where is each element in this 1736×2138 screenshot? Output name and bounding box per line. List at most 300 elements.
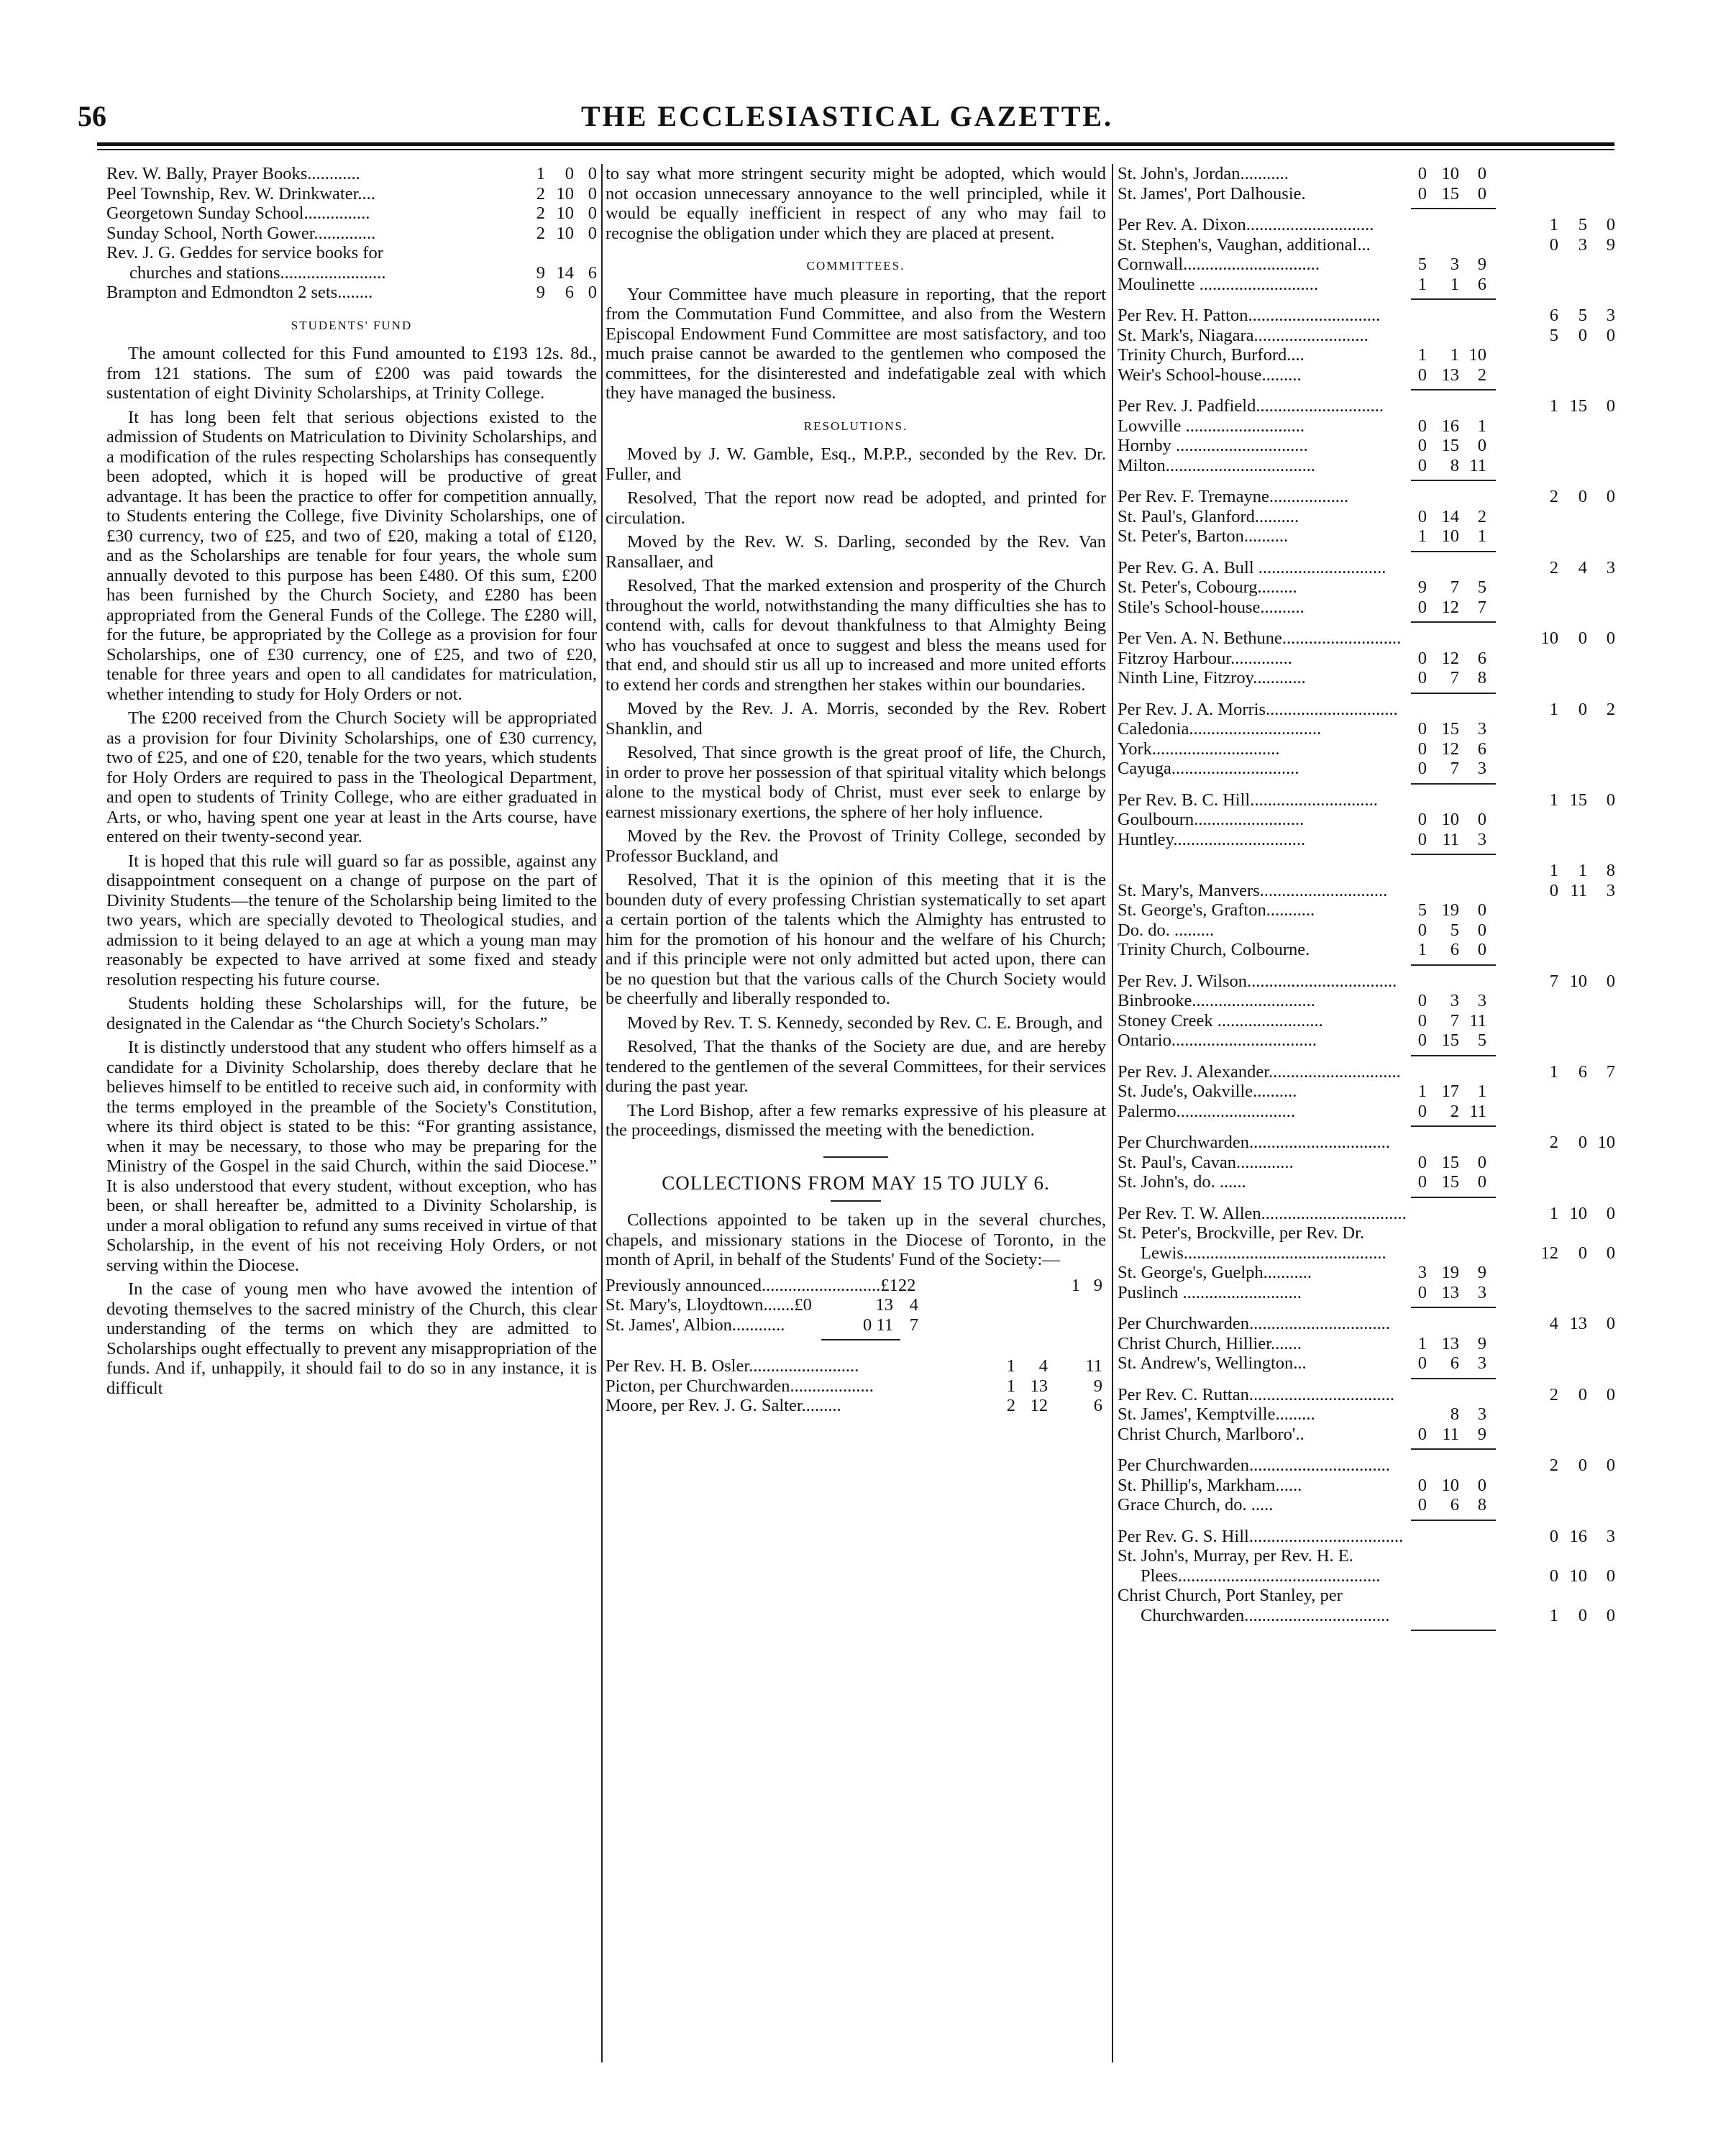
collection-label: Binbrooke............................: [1118, 991, 1315, 1010]
amount-pounds: 1: [1417, 526, 1427, 546]
paragraph: It has long been felt that serious objections existed to the admission of Students on Matriculation to Divinity Scholarships, and a modification of the rules respecting Scholarships has consequently been adopted, which it is hoped will be productive of great advantage. It has been the practice to offer for competition annually, to Students entering the College, five Divinity Scholarships, one of £30 currency, two of £25, and two of £20, making a total of £120, and as the Scholarships are tenable for four years, the whole sum annually devoted to this purpose has been £480. Of this sum, £200 has been furnished by the Church Society, and £280 has been appropriated from the General Funds of the College. The £280 will, for the future, be appropriated by the College as a provision for four Scholarships, one of £30 currency, one of £25, and two of £20, tenable for three years and open to all candidates for matriculation, whether intending to study for Holy Orders or not.: [106, 407, 597, 704]
total-pounds: 10: [1540, 629, 1558, 648]
total-pounds: 4: [1549, 1314, 1558, 1333]
amount-pounds: 0: [1417, 436, 1427, 455]
collection-label: Moore, per Rev. J. G. Salter.........: [606, 1396, 841, 1415]
total-pence: 0: [1606, 1456, 1615, 1475]
collection-label: St. Mark's, Niagara..........................: [1118, 325, 1369, 345]
collection-group: [1118, 215, 1621, 300]
group-total-row: [1118, 700, 1621, 720]
total-shillings: 0: [1578, 487, 1587, 506]
amount-shillings: 8: [1450, 1404, 1459, 1424]
amount-pence: 0: [1477, 810, 1486, 829]
subtotal-rule: [1411, 1197, 1496, 1198]
collection-group: [1118, 1314, 1621, 1379]
amount-shillings: 19: [1441, 1263, 1459, 1282]
collection-group: [1118, 164, 1621, 209]
amount-pence: 3: [1477, 1353, 1486, 1373]
total-shillings: 3: [1578, 234, 1587, 255]
collection-group: [1118, 1456, 1621, 1521]
amount-shillings: 10: [1441, 810, 1459, 829]
amount-pence: 1: [1477, 526, 1486, 546]
amount-pounds: 0: [1417, 648, 1427, 668]
amount-pounds: 1: [1417, 345, 1427, 365]
amount-shillings: 6: [1450, 1495, 1459, 1515]
amount-shillings: 0 11: [863, 1315, 893, 1335]
amount-pounds: 0: [1417, 416, 1427, 436]
amount-pounds: 2: [536, 204, 545, 223]
amount-shillings: 12: [1441, 739, 1459, 759]
amount-pounds: 9: [1417, 577, 1427, 597]
amount-pounds: 1: [1006, 1376, 1015, 1396]
collection-row: [1118, 577, 1621, 598]
subtotal-rule: [1411, 208, 1496, 209]
collection-label: Christ Church, Marlboro'..: [1118, 1424, 1305, 1444]
section-heading-committees: COMMITTEES.: [806, 259, 905, 273]
subtotal-rule: [1411, 1055, 1496, 1056]
total-shillings: 13: [1569, 1314, 1587, 1333]
collection-row: [1118, 1586, 1621, 1606]
collection-group: [1118, 1527, 1621, 1632]
subtotal-rule: [821, 1339, 900, 1340]
collections-intro: Collections appointed to be taken up in the several churches, chapels, and missionary stations in the Diocese of Toronto, in the month of April, in behalf of the Students' Fund of the Society:—: [606, 1210, 1106, 1269]
amount-pounds: 0: [1417, 920, 1427, 940]
resolution-paragraph: Resolved, That since growth is the great proof of life, the Church, in order to prove her possession of that spiritual vitality which belongs alone to the mystical body of Christ, must ever seek to enlarge by earnest missionary exertions, the sphere of her holy influence.: [606, 743, 1106, 822]
collection-row: [1118, 526, 1621, 547]
amount-shillings: 15: [1441, 436, 1459, 455]
total-pounds: 1: [1549, 1605, 1558, 1625]
amount-shillings: 14: [556, 262, 574, 283]
previously-announced-row: Previously announced...........................£122 1 9: [606, 1275, 1102, 1295]
total-shillings: 0: [1578, 629, 1587, 648]
amount-shillings: 15: [1441, 183, 1459, 204]
subtotal-rule: [1411, 1520, 1496, 1521]
amount-shillings: 7: [1450, 577, 1459, 597]
amount-pounds: 2: [536, 183, 545, 204]
collection-label: Churchwarden.................................: [1141, 1605, 1390, 1625]
total-shillings: 0: [1578, 699, 1587, 719]
group-label: Per Ven. A. N. Bethune...........................: [1118, 629, 1402, 648]
collection-row: [1118, 1606, 1621, 1626]
collection-label: St. John's, Murray, per Rev. H. E.: [1118, 1546, 1353, 1566]
resolution-paragraph: Resolved, That the marked extension and prosperity of the Church throughout the world, notwithstanding the many difficulties she has to contend with, calls for devout thankfulness to that Almighty Being who has vouchsafed at once to suggest and bless the means used for that end, and should stir us all up to increased and more united efforts to extend her cords and strengthen her stakes within our boundaries.: [606, 576, 1106, 695]
amount-pounds: 0: [1417, 1172, 1427, 1192]
header-rule-thin: [97, 149, 1614, 150]
subtotal-rule: [1411, 854, 1496, 855]
collection-row: [1118, 940, 1621, 960]
amount-pence: 0: [588, 183, 597, 204]
page-header: [78, 99, 1617, 142]
subtotal-rule: [1411, 964, 1496, 966]
total-pounds: 5: [1549, 325, 1558, 345]
collection-label: St. James', Port Dalhousie.: [1118, 183, 1306, 204]
collection-row: [1118, 1566, 1621, 1586]
group-label: Per Rev. T. W. Allen.................................: [1118, 1203, 1407, 1223]
collection-label: Caledonia..............................: [1118, 719, 1322, 739]
section-heading-resolutions: RESOLUTIONS.: [803, 419, 908, 433]
collection-label: Trinity Church, Burford....: [1118, 345, 1305, 365]
collection-row: [1118, 1263, 1621, 1283]
group-label: Per Rev. J. Padfield.............................: [1118, 396, 1384, 416]
amount-shillings: 10: [556, 183, 574, 204]
collection-label: Lowville ...........................: [1118, 416, 1305, 436]
collection-row: [1118, 456, 1621, 476]
collection-label: Huntley..............................: [1118, 829, 1306, 849]
group-label: Per Rev. H. Patton..............................: [1118, 306, 1381, 325]
collection-label: Moulinette ...........................: [1118, 274, 1319, 294]
total-pence: 0: [1606, 1384, 1615, 1404]
total-pence: 8: [1606, 861, 1615, 880]
collection-label: Per Rev. H. B. Osler.........................: [606, 1356, 859, 1376]
total-pence: 0: [1606, 1605, 1615, 1625]
collection-row: [1118, 345, 1621, 365]
group-label: Per Rev. G. A. Bull .............................: [1118, 557, 1386, 577]
total-shillings: 15: [1569, 790, 1587, 810]
collection-row: [1118, 668, 1621, 688]
donation-row: [106, 204, 597, 224]
donation-label: Peel Township, Rev. W. Drinkwater....: [106, 183, 375, 204]
amount-shillings: 6: [1450, 940, 1459, 959]
collection-group: [1118, 700, 1621, 785]
collection-label: St. Paul's, Cavan.............: [1118, 1152, 1294, 1172]
group-label: Per Rev. J. A. Morris..............................: [1118, 699, 1398, 719]
donation-row: [106, 224, 597, 244]
column-divider: [1112, 164, 1113, 2062]
collection-row: [1118, 326, 1621, 346]
collection-group: [1118, 790, 1621, 856]
collection-row: [1118, 1495, 1621, 1515]
column-divider: [601, 164, 603, 2062]
collection-row: [1118, 1172, 1621, 1192]
amount-pence: 0: [588, 164, 597, 183]
amount-pounds: 0: [1417, 810, 1427, 829]
amount-pence: 7: [1477, 597, 1486, 617]
collection-label: Cornwall...............................: [1118, 255, 1320, 274]
amount-pounds: 0: [1417, 183, 1427, 204]
collection-row: [1118, 991, 1621, 1011]
amount-pounds: 1: [1417, 940, 1427, 959]
amount-shillings: 15: [1441, 1152, 1459, 1172]
amount-pounds: 2: [1006, 1396, 1015, 1415]
collection-label: St. Andrew's, Wellington...: [1118, 1353, 1307, 1373]
collection-group: [1118, 1062, 1621, 1128]
collection-group: [1118, 487, 1621, 552]
total-shillings: 6: [1578, 1061, 1587, 1082]
total-pence: 10: [1597, 1133, 1615, 1152]
collection-row: [1118, 255, 1621, 275]
amount-pence: 6: [1477, 739, 1486, 759]
amount-pence: 5: [1477, 1031, 1486, 1050]
total-shillings: 0: [1578, 1605, 1587, 1625]
collection-row: [606, 1396, 1106, 1416]
amount-pounds: 0: [1417, 1495, 1427, 1515]
amount-shillings: 7: [1450, 1010, 1459, 1031]
total-pounds: 1: [1549, 790, 1558, 810]
collection-row: [1118, 739, 1621, 759]
amount-shillings: 13: [1441, 365, 1459, 385]
group-total-row: [1118, 1062, 1621, 1082]
collection-label: Lewis..............................................: [1141, 1243, 1386, 1263]
total-pounds: 1: [1549, 1203, 1558, 1223]
amount-shillings: 10: [1441, 526, 1459, 546]
paragraph: The £200 received from the Church Society will be appropriated as a provision for four Divinity Scholarships, one of £30 currency, two of £25, and one of £20, tenable for the two years, which students for Holy Orders are required to pass in the Theological Department, and open to students of Trinity College, who are either graduated in Arts, or who, having spent one year at least in the Arts course, have entered on their twenty-second year.: [106, 708, 597, 846]
amount-shillings: 10: [556, 223, 574, 243]
paragraph: It is distinctly understood that any student who offers himself as a candidate for a Divinity Scholarship, does thereby declare that he believes himself to be entitled to receive such aid, in conformity with the terms employed in the preamble of the Society's Constitution, where its third object is stated to be this: “For granting assistance, when it may be necessary, to those who may be preparing for the Ministry of the Gospel in the said Church, within the said Diocese.” It is also understood that every student, without exception, who has been, or shall hereafter be, admitted to a Divinity Scholarship, is under a moral obligation to refund any sums received in virtue of that Scholarship, in the event of his not receiving Holy Orders, or not serving within the Diocese.: [106, 1038, 597, 1275]
section-heading-students-fund: STUDENTS' FUND: [291, 318, 413, 332]
collection-label: St. Mary's, Lloydtown.......£0: [606, 1295, 812, 1315]
total-pence: 3: [1606, 1526, 1615, 1546]
resolution-paragraph: Resolved, That the report now read be adopted, and printed for circulation.: [606, 488, 1106, 528]
amount-pence: 6: [1477, 274, 1486, 294]
subtotal-rule: [1411, 783, 1496, 785]
amount-shillings: 6: [1450, 1353, 1459, 1373]
amount-pounds: 0: [1417, 991, 1427, 1010]
resolutions-text: [606, 444, 1106, 1141]
collection-row: [1118, 275, 1621, 295]
total-pounds: 6: [1549, 306, 1558, 325]
collection-row: [1118, 1153, 1621, 1173]
header-rule-thick: [97, 142, 1614, 146]
collection-label: St. George's, Guelph...........: [1118, 1263, 1312, 1282]
collection-row: [1118, 598, 1621, 618]
collection-label: Stoney Creek ........................: [1118, 1010, 1323, 1031]
group-label: Per Rev. G. S. Hill...................................: [1118, 1526, 1404, 1546]
collection-label: York.............................: [1118, 739, 1280, 759]
collection-row: [606, 1376, 1106, 1397]
resolution-paragraph: The Lord Bishop, after a few remarks expressive of his pleasure at the proceedings, dismissed the meeting with the benediction.: [606, 1100, 1106, 1140]
total-pounds: 12: [1540, 1243, 1558, 1263]
group-total-row: [1118, 558, 1621, 578]
amount-pounds: 0: [1417, 164, 1427, 183]
committees-paragraph: Your Committee have much pleasure in reporting, that the report from the Commutation Fund Committee, and also from the Western Episcopal Endowment Fund Committee are most satisfactory, and too much praise cannot be awarded to the gentlemen who composed the committees, for the disinterested and indefatigable zeal with which they have managed the business.: [606, 284, 1106, 403]
amount-shillings: 6: [565, 283, 574, 302]
collection-label: St. Mary's, Manvers.............................: [1118, 880, 1388, 900]
amount-pounds: 0: [1417, 1424, 1427, 1444]
total-shillings: 0: [1578, 1133, 1587, 1152]
total-shillings: 0: [1578, 325, 1587, 345]
group-total-row: [1118, 1314, 1621, 1334]
group-label: Per Rev. C. Ruttan.................................: [1118, 1384, 1394, 1404]
intro-paragraph: to say what more stringent security might be adopted, which would not occasion unnecessary annoyance to the well principled, while it would be equally inefficient in respect of any who may fail to recognise the obligation under which they are placed at present.: [606, 164, 1106, 243]
collection-group: [1118, 972, 1621, 1056]
total-pounds: 2: [1549, 487, 1558, 506]
resolution-paragraph: Resolved, That it is the opinion of this meeting that it is the bounden duty of every professing Christian systematically to set apart a certain portion of the talents which the Almighty has entrusted to him for the promotion of his honour and the welfare of his Church; and if this principle were not only admitted but acted upon, there can be no question but that the various calls of the Church Society would be cheerfully and liberally responded to.: [606, 870, 1106, 1008]
amount-pence: 0: [1477, 900, 1486, 920]
collection-label: St. John's, Jordan...........: [1118, 164, 1289, 183]
total-shillings: 4: [1578, 557, 1587, 577]
collection-label: St. Jude's, Oakville..........: [1118, 1082, 1297, 1101]
total-shillings: 10: [1569, 1203, 1587, 1223]
group-total-row: [1118, 972, 1621, 992]
amount-shillings: 10: [1441, 164, 1459, 183]
collection-label: St. Phillip's, Markham......: [1118, 1475, 1302, 1495]
total-pence: 3: [1606, 880, 1615, 900]
collection-label: St. Peter's, Brockville, per Rev. Dr.: [1118, 1223, 1365, 1243]
amount-pence: 3: [1477, 1282, 1486, 1302]
amount-shillings: 15: [1441, 719, 1459, 739]
amount-pence: 11: [1085, 1356, 1102, 1376]
resolution-paragraph: Moved by the Rev. J. A. Morris, seconded by the Rev. Robert Shanklin, and: [606, 699, 1106, 739]
group-total-row: [1118, 487, 1621, 507]
total-pence: 0: [1606, 396, 1615, 416]
total-pounds: 0: [1549, 880, 1558, 900]
resolution-paragraph: Resolved, That the thanks of the Society are due, and are hereby tendered to the gentlemen of the several Committees, for their services during the past year.: [606, 1037, 1106, 1096]
amount-pounds: 5: [1417, 900, 1427, 920]
amount-pence: 0: [1477, 940, 1486, 959]
collection-row: [1118, 920, 1621, 941]
total-shillings: 15: [1569, 396, 1587, 416]
amount-shillings: 13: [875, 1295, 893, 1315]
group-total-row: [1118, 861, 1621, 881]
collection-row: [1118, 1334, 1621, 1354]
total-pounds: 2: [1549, 1133, 1558, 1152]
total-pence: 0: [1606, 1314, 1615, 1333]
amount-pounds: 0: [1417, 1282, 1427, 1302]
amount-pence: 4: [909, 1295, 918, 1315]
collection-label: Milton..................................: [1118, 455, 1315, 475]
collection-group: [1118, 861, 1621, 966]
amount-pounds: 0: [1417, 506, 1427, 526]
collection-label: Plees..............................................: [1141, 1566, 1381, 1586]
total-shillings: 0: [1578, 1456, 1587, 1475]
column-two: [606, 164, 1106, 2070]
total-shillings: 5: [1578, 306, 1587, 325]
collection-row: [1118, 1283, 1621, 1303]
collection-group: [1118, 306, 1621, 390]
collection-label: St. Peter's, Cobourg.........: [1118, 577, 1297, 597]
collection-row: [1118, 830, 1621, 850]
amount-shillings: 7: [1450, 668, 1459, 687]
group-total-row: [1118, 1385, 1621, 1405]
collection-row: [1118, 1243, 1621, 1264]
amount-shillings: 8: [1450, 455, 1459, 475]
subtotal-rule: [1411, 693, 1496, 694]
total-pence: 3: [1606, 306, 1615, 325]
collection-label: Palermo...........................: [1118, 1101, 1296, 1121]
amount-shillings: 13: [1441, 1333, 1459, 1353]
amount-pence: 6: [1477, 648, 1486, 668]
donation-row: [106, 243, 597, 263]
amount-shillings: 13: [1030, 1376, 1048, 1396]
collection-row: [1118, 719, 1621, 739]
total-pounds: 1: [1549, 861, 1558, 880]
amount-shillings: 11: [1442, 829, 1459, 849]
resolution-paragraph: Moved by Rev. T. S. Kennedy, seconded by Rev. C. E. Brough, and: [627, 1013, 1103, 1033]
collection-label: Trinity Church, Colbourne.: [1118, 940, 1310, 959]
amount-shillings: 10: [1441, 1475, 1459, 1495]
group-label: Per Churchwarden................................: [1118, 1133, 1391, 1152]
collection-label: Picton, per Churchwarden...................: [606, 1376, 874, 1396]
collection-label: St. James', Kemptville.........: [1118, 1404, 1315, 1424]
amount-pounds: 0: [1417, 1152, 1427, 1172]
amount-pence: 8: [1477, 1495, 1486, 1515]
amount-pounds: 1: [536, 164, 545, 183]
amount-pounds: 9: [536, 283, 545, 302]
collection-group: [1118, 1385, 1621, 1451]
column-three: [1118, 164, 1621, 2070]
amount-pence: 0: [1477, 1475, 1486, 1495]
amount-shillings: 1: [1450, 274, 1459, 294]
collection-row: [1118, 649, 1621, 669]
collection-row: [1118, 881, 1621, 901]
group-total-row: [1118, 1456, 1621, 1476]
collection-label: St. James', Albion............: [606, 1315, 785, 1335]
subtotal-rule: [1411, 480, 1496, 481]
group-total-row: [1118, 396, 1621, 416]
total-pounds: 1: [1549, 699, 1558, 719]
donation-label: Brampton and Edmondton 2 sets........: [106, 283, 373, 302]
amount-pence: 2: [1477, 506, 1486, 526]
total-pounds: 2: [1549, 557, 1558, 577]
collection-row: [606, 1356, 1106, 1376]
amount-pounds: 0: [1417, 1475, 1427, 1495]
collection-row: [1118, 1011, 1621, 1031]
amount-pence: 1: [1477, 416, 1486, 436]
amount-shillings: 0: [565, 164, 574, 183]
collection-row: [1118, 365, 1621, 385]
amount-pence: 10: [1468, 345, 1486, 365]
amount-pence: 11: [1469, 455, 1486, 475]
donation-row: [106, 283, 597, 303]
total-pence: 7: [1606, 1061, 1615, 1082]
donation-label: churches and stations........................: [129, 262, 386, 283]
collection-row: [1118, 900, 1621, 920]
group-total-row: [1118, 1527, 1621, 1547]
amount-pounds: 0: [1417, 668, 1427, 687]
total-pounds: 2: [1549, 1384, 1558, 1404]
paragraph: Students holding these Scholarships will, for the future, be designated in the Calendar as “the Church Society's Scholars.”: [106, 994, 597, 1033]
collection-label: Weir's School-house.........: [1118, 365, 1302, 385]
total-shillings: 16: [1569, 1526, 1587, 1546]
amount-pence: 0: [1477, 1172, 1486, 1192]
collection-label: Christ Church, Hillier.......: [1118, 1333, 1302, 1353]
subtotal-rule: [1411, 1125, 1496, 1127]
collection-row: [1118, 759, 1621, 779]
gazette-title: THE ECCLESIASTICAL GAZETTE.: [580, 100, 1114, 132]
amount-pence: 3: [1477, 991, 1486, 1010]
amount-shillings: 16: [1441, 416, 1459, 436]
collection-label: St. Paul's, Glanford..........: [1118, 506, 1299, 526]
group-label: Per Rev. J. Wilson..................................: [1118, 971, 1397, 991]
amount-pence: 3: [1477, 759, 1486, 778]
group-label: Per Rev. J. Alexander..............................: [1118, 1061, 1401, 1082]
group-total-row: [1118, 1204, 1621, 1224]
subtotal-rule: [1411, 298, 1496, 300]
amount-shillings: 12: [1441, 597, 1459, 617]
collection-group: [1118, 629, 1621, 694]
donation-label: Sunday School, North Gower..............: [106, 223, 376, 243]
collection-row: [1118, 1425, 1621, 1445]
subtotal-rule: [1411, 551, 1496, 552]
collection-row: [1118, 416, 1621, 437]
amount-shillings: 15: [1441, 1031, 1459, 1050]
group-total-row: [1118, 306, 1621, 326]
total-pence: 0: [1606, 1566, 1615, 1586]
collection-group: [1118, 558, 1621, 623]
amount-shillings: 17: [1441, 1082, 1459, 1101]
amount-pence: 0: [1477, 1152, 1486, 1172]
amount-shillings: 4: [1038, 1356, 1048, 1376]
total-pence: 0: [1606, 790, 1615, 810]
total-pounds: 0: [1549, 234, 1558, 255]
total-shillings: 11: [1570, 880, 1587, 900]
amount-pounds: 0: [1417, 719, 1427, 739]
amount-pence: 3: [1477, 829, 1486, 849]
group-label: Per Churchwarden................................: [1118, 1456, 1391, 1475]
amount-pence: 2: [1477, 365, 1486, 385]
amount-pence: 9: [1477, 255, 1486, 274]
collection-row: [1118, 810, 1621, 830]
